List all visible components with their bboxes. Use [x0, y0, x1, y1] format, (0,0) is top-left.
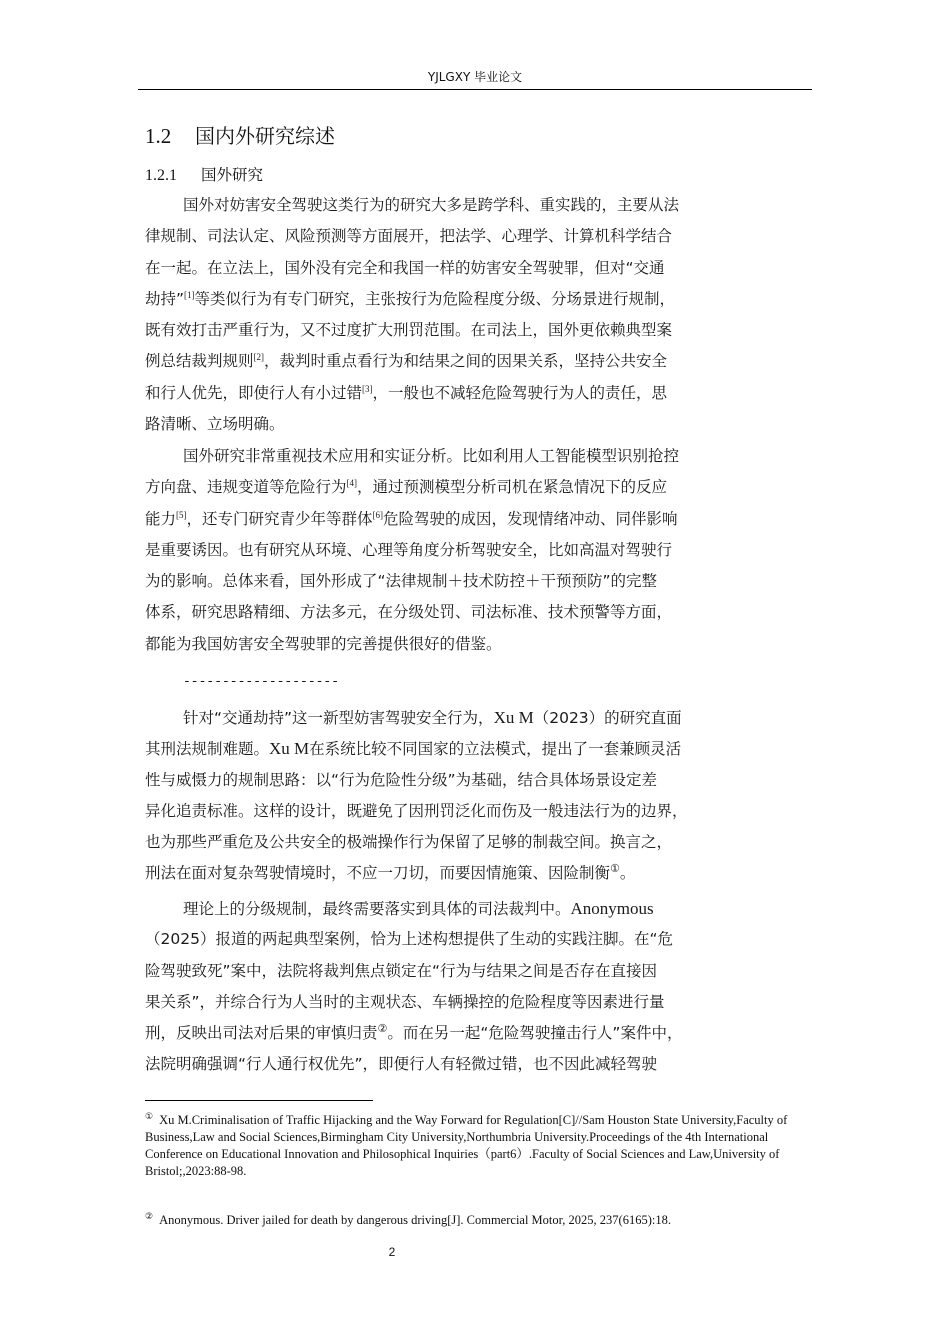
text-line: 为的影响。总体来看，国外形成了“法律规制＋技术防控＋干预预防”的完整 [145, 572, 658, 591]
text-run: 方向盘、违规变道等危险行为 [145, 478, 347, 497]
footnote-text: Anonymous. Driver jailed for death by dangerous driving[J]. Commercial Motor, 2025, 237(6165):18. [159, 1213, 671, 1227]
text-line [145, 378, 808, 409]
text-run: 理论上的分级规制，最终需要落实到具体的司法裁判中。 [183, 900, 571, 918]
text-line [145, 702, 808, 733]
text-line [145, 504, 808, 535]
text-line [145, 284, 808, 315]
text-line: 既有效打击严重行为，又不过度扩大刑罚范围。在司法上，国外更依赖典型案 [145, 321, 673, 340]
footnote-1 [145, 1112, 809, 1180]
text-line: 都能为我国妨害安全驾驶罪的完善提供很好的借鉴。 [145, 634, 502, 653]
text-run: 和行人优先，即使行人有小过错 [145, 383, 363, 402]
text-line: 国外对妨害安全驾驶这类行为的研究大多是跨学科、重实践的，主要从法 [183, 196, 680, 214]
text-line: 也为那些严重危及公共安全的极端操作行为保留了足够的制裁空间。换言之， [145, 833, 673, 852]
text-line: 性与威慑力的规制思路：以“行为危险性分级”为基础，结合具体场景设定差 [145, 770, 658, 789]
text-run: （2023）的研究直面 [533, 709, 682, 727]
subsection-number: 1.2.1 [145, 167, 177, 184]
text-line: 路清晰、立场明确。 [145, 415, 285, 434]
text-line [145, 1018, 808, 1049]
subsection-title: 国外研究 [201, 166, 264, 184]
page-header: YJLGXY 毕业论文 [138, 68, 812, 90]
text-line: 体系，研究思路精细、方法多元，在分级处罚、司法标准、技术预警等方面， [145, 603, 673, 622]
author-name: Anonymous [570, 899, 654, 918]
footnote-divider [145, 1100, 373, 1101]
text-line: 果关系”，并综合行为人当时的主观状态、车辆操控的危险程度等因素进行量 [145, 992, 665, 1011]
text-run: ，裁判时重点看行为和结果之间的因果关系，坚持公共安全 [264, 352, 668, 371]
paragraph-xu-m [145, 702, 808, 890]
text-line: 在一起。在立法上，国外没有完全和我国一样的妨害安全驾驶罪，但对“交通 [145, 258, 665, 277]
text-line: 异化追责标准。这样的设计，既避免了因刑罚泛化而伤及一般违法行为的边界， [145, 801, 688, 820]
citation-4: [4] [346, 478, 358, 489]
text-line [145, 346, 808, 377]
text-run: 等类似行为有专门研究，主张按行为危险程度分级、分场景进行规制， [194, 289, 676, 308]
text-run: ，还专门研究青少年等群体 [186, 509, 373, 528]
text-run: ，通过预测模型分析司机在紧急情况下的反应 [357, 478, 668, 497]
text-run: 能力 [145, 509, 177, 528]
citation-6: [6] [372, 509, 384, 520]
text-run: 。而在另一起“危险驾驶撞击行人”案件中， [387, 1024, 683, 1043]
author-name: Xu M [493, 708, 534, 727]
footnote-mark: ① [145, 1111, 154, 1122]
citation-5: [5] [176, 509, 187, 520]
text-line: 是重要诱因。也有研究从环境、心理等角度分析驾驶安全，比如高温对驾驶行 [145, 540, 673, 559]
text-run: 刑，反映出司法对后果的审慎归责 [145, 1024, 378, 1043]
paragraph-technology [145, 441, 808, 660]
citation-2: [2] [253, 352, 265, 363]
section-number: 1.2 [145, 124, 172, 148]
footnote-ref-2: ② [377, 1022, 388, 1036]
text-run: 刑法在面对复杂驾驶情境时，不应一刀切，而要因情施策、因险制衡 [145, 864, 611, 883]
text-run: 。 [619, 864, 636, 883]
paragraph-foreign-overview [145, 190, 808, 440]
text-line: 险驾驶致死”案中，法院将裁判焦点锁定在“行为与结果之间是否存在直接因 [145, 961, 658, 980]
citation-1: [1] [184, 289, 195, 300]
paragraph-anonymous [145, 893, 808, 1081]
text-line [145, 893, 808, 924]
text-line: 国外研究非常重视技术应用和实证分析。比如利用人工智能模型识别抢控 [183, 447, 680, 465]
text-run: 例总结裁判规则 [145, 352, 254, 371]
text-run: 劫持” [145, 289, 185, 308]
text-line: 法院明确强调“行人通行权优先”，即便行人有轻微过错，也不因此减轻驾驶 [145, 1055, 658, 1074]
section-separator: -------------------- [183, 674, 340, 689]
text-line: （2025）报道的两起典型案例，恰为上述构想提供了生动的实践注脚。在“危 [145, 930, 673, 949]
section-heading [145, 120, 335, 149]
footnote-ref-1: ① [610, 862, 620, 876]
text-run: ，一般也不减轻危险驾驶行为人的责任，思 [372, 383, 668, 402]
text-line [145, 733, 808, 764]
text-run: 在系统比较不同国家的立法模式，提出了一套兼顾灵活 [309, 740, 682, 759]
footnote-text: Xu M.Criminalisation of Traffic Hijacking and the Way Forward for Regulation[C]//Sam Houston State University,Faculty of Business,Law and Social Sciences,Birmingham City University,Northumbria University.Proceedings of the 4th International Conference on Educational Innovation and Philosophical Inquiries（part6）.Faculty of Social Sciences and Law,University of Bristol;,2023:88-98. [145, 1113, 788, 1178]
footnote-2 [145, 1212, 809, 1229]
text-line [145, 858, 808, 889]
section-title: 国内外研究综述 [195, 124, 335, 148]
text-line: 律规制、司法认定、风险预测等方面展开，把法学、心理学、计算机科学结合 [145, 227, 673, 246]
text-line [145, 472, 808, 503]
subsection-heading [145, 163, 263, 185]
text-run: 其刑法规制难题。 [145, 740, 270, 759]
author-name: Xu M [269, 739, 310, 759]
citation-3: [3] [362, 383, 373, 394]
page-number: 2 [388, 1245, 396, 1259]
text-run: 针对“交通劫持”这一新型妨害驾驶安全行为， [183, 709, 494, 727]
text-run: 危险驾驶的成因，发现情绪冲动、同伴影响 [383, 509, 678, 528]
footnote-mark: ② [145, 1211, 154, 1222]
